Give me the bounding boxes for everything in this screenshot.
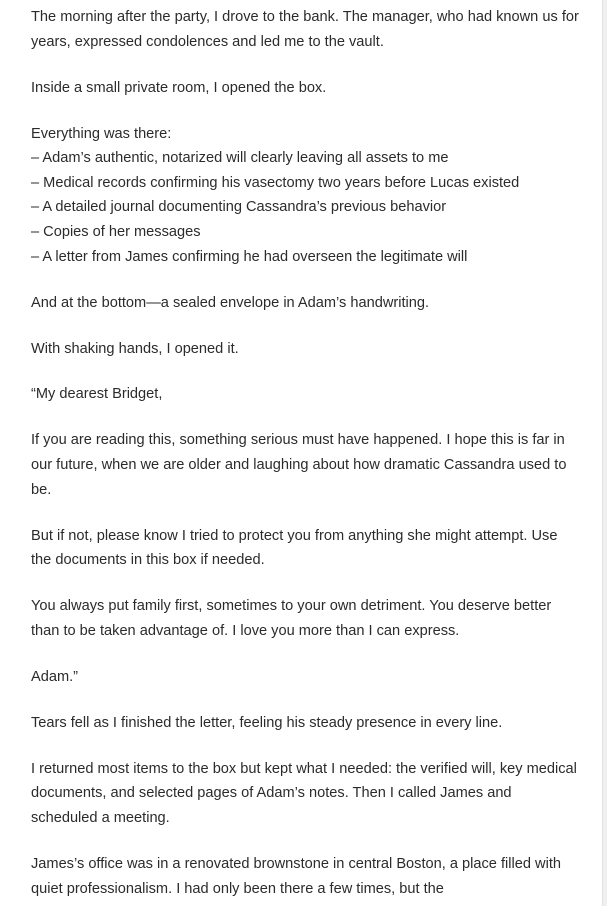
- paragraph-bank-visit: The morning after the party, I drove to the bank. The manager, who had known us for years, expressed condolences and led me to the vault.: [31, 9, 579, 50]
- paragraph-box-contents: [31, 122, 579, 270]
- paragraph-returned-items: I returned most items to the box but kept what I needed: the verified will, key medical documents, and selected pages of Adam’s notes. Then I called James and scheduled a meeting.: [31, 760, 577, 826]
- list-item: – Medical records confirming his vasectomy two years before Lucas existed: [31, 174, 520, 191]
- list-item: – Adam’s authentic, notarized will clearly leaving all assets to me: [31, 150, 449, 167]
- letter-salutation: “My dearest Bridget,: [31, 386, 163, 403]
- paragraph-tears: Tears fell as I finished the letter, feeling his steady presence in every line.: [31, 714, 503, 731]
- paragraph-james-office: James’s office was in a renovated brownstone in central Boston, a place filled with quiet professionalism. I had only been there a few times, but the: [31, 855, 561, 897]
- page-scrollbar[interactable]: [602, 0, 607, 906]
- letter-signature: Adam.”: [31, 668, 79, 685]
- list-item: – A letter from James confirming he had overseen the legitimate will: [31, 248, 468, 265]
- list-item: – Copies of her messages: [31, 223, 201, 240]
- list-item: – A detailed journal documenting Cassandra’s previous behavior: [31, 199, 447, 216]
- paragraph-opened-it: With shaking hands, I opened it.: [31, 340, 239, 357]
- paragraph-sealed-envelope: And at the bottom—a sealed envelope in Adam’s handwriting.: [31, 294, 430, 311]
- paragraph-private-room: Inside a small private room, I opened the box.: [31, 79, 327, 96]
- story-text: [31, 5, 579, 923]
- box-contents-intro: Everything was there:: [31, 125, 172, 142]
- letter-paragraph: But if not, please know I tried to protect you from anything she might attempt. Use the documents in this box if needed.: [31, 527, 558, 569]
- letter-paragraph: You always put family first, sometimes to your own detriment. You deserve better than to be taken advantage of. I love you more than I can express.: [31, 598, 552, 639]
- letter-paragraph: If you are reading this, something serious must have happened. I hope this is far in our future, when we are older and laughing about how dramatic Cassandra used to be.: [31, 432, 567, 498]
